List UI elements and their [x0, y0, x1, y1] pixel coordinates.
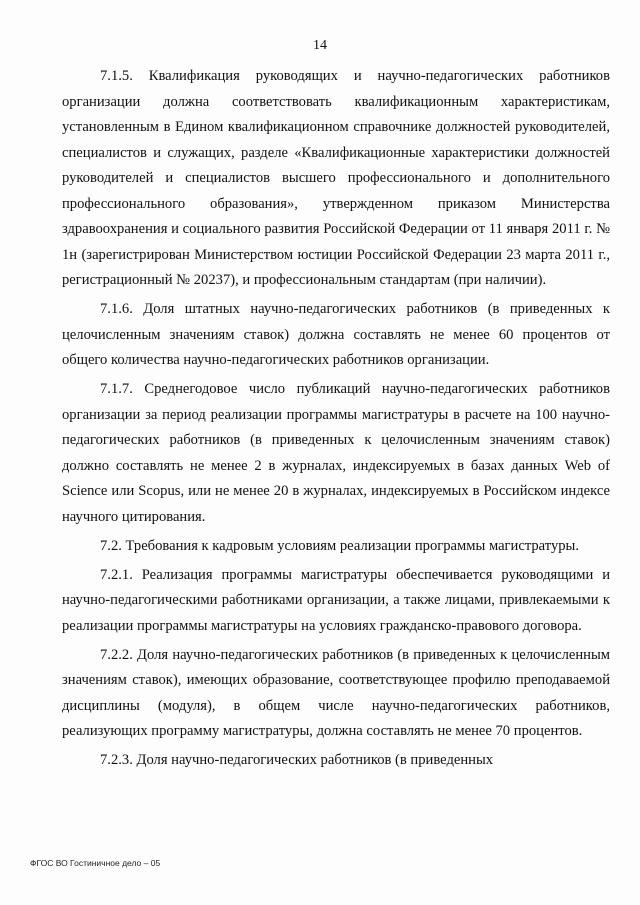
paragraph-7-2-2: 7.2.2. Доля научно-педагогических работников (в приведенных к целочисленным значениям ставок), имеющих образование, соответствующее профилю преподаваемой дисциплины (модуля), в общем числе научно-педагогических работников, реализующих программу магистратуры, должна составлять не менее 70 процентов.	[62, 646, 610, 739]
paragraph-7-1-7: 7.1.7. Среднегодовое число публикаций научно-педагогических работников организации за период реализации программы магистратуры в расчете на 100 научно-педагогических работников (в приведенных к целочисленным значениям ставок) должно составлять не менее 2 в журналах, индексируемых в базах данных Web of Science или Scopus, или не менее 20 в журналах, индексируемых в Российском индексе научного цитирования.	[62, 381, 610, 525]
paragraph-7-1-6: 7.1.6. Доля штатных научно-педагогических работников (в приведенных к целочисленным значениям ставок) должна составлять не менее 60 процентов от общего количества научно-педагогических работников организации.	[62, 301, 610, 368]
page-footer: ФГОС ВО Гостиничное дело – 05	[30, 858, 161, 868]
paragraph-7-2: 7.2. Требования к кадровым условиям реализации программы магистратуры.	[100, 537, 580, 554]
document-body	[62, 64, 610, 777]
page-number: 14	[313, 38, 327, 53]
paragraph-7-1-5: 7.1.5. Квалификация руководящих и научно-педагогических работников организации должна соответствовать квалификационным характеристикам, установленным в Едином квалификационном справочнике должностей руководителей, специалистов и служащих, разделе «Квалификационные характеристики должностей руководителей и специалистов высшего профессионального и дополнительного профессионального образования», утвержденном приказом Министерства здравоохранения и социального развития Российской Федерации от 11 января 2011 г. № 1н (зарегистрирован Министерством юстиции Российской Федерации 23 марта 2011 г., регистрационный № 20237), и профессиональным стандартам (при наличии).	[62, 68, 610, 288]
paragraph-7-2-1: 7.2.1. Реализация программы магистратуры обеспечивается руководящими и научно-педагогическими работниками организации, а также лицами, привлекаемыми к реализации программы магистратуры на условиях гражданско-правового договора.	[62, 566, 610, 634]
paragraph-7-2-3: 7.2.3. Доля научно-педагогических работников (в приведенных	[100, 752, 494, 768]
